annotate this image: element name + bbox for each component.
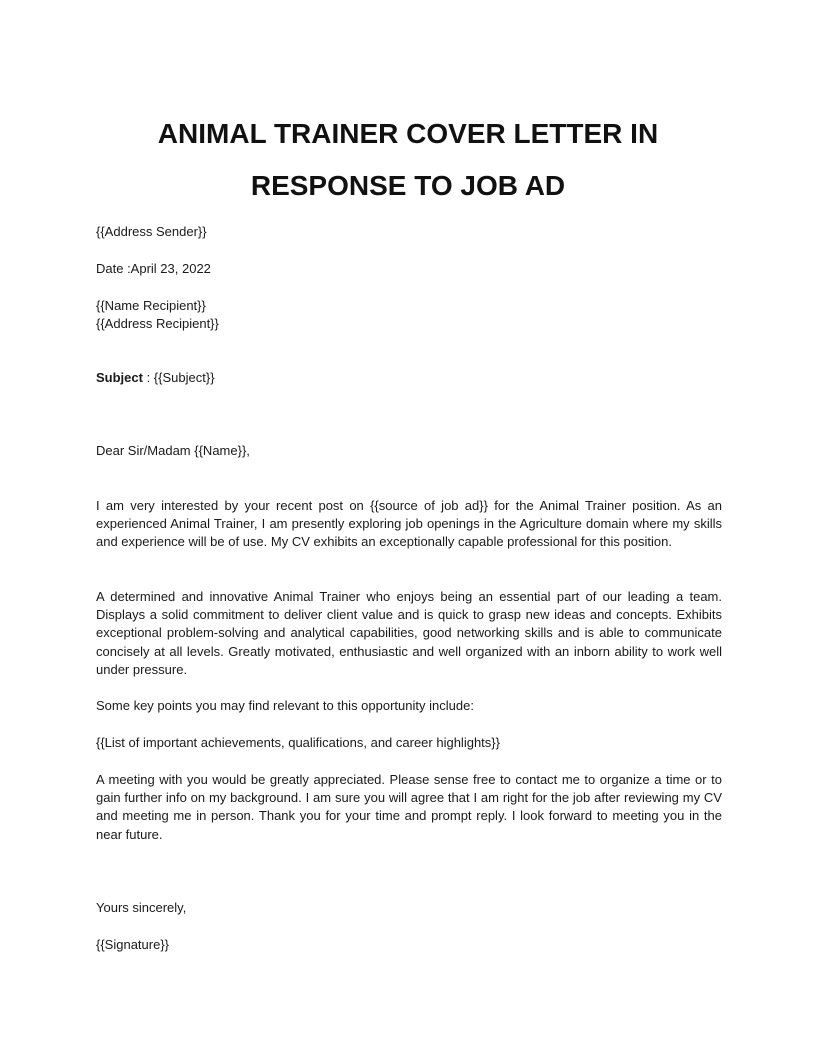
subject-label: Subject xyxy=(96,370,143,385)
title-line-1: ANIMAL TRAINER COVER LETTER IN xyxy=(157,118,659,149)
key-points-intro: Some key points you may find relevant to this opportunity include: xyxy=(96,698,474,713)
signature: {{Signature}} xyxy=(96,937,170,952)
title-line-2: RESPONSE TO JOB AD xyxy=(250,170,566,201)
document-title xyxy=(96,108,720,212)
recipient-address: {{Address Recipient}} xyxy=(96,316,219,331)
achievements-placeholder: {{List of important achievements, qualifications, and career highlights}} xyxy=(96,735,500,750)
recipient-name: {{Name Recipient}} xyxy=(96,298,206,313)
paragraph-profile: A determined and innovative Animal Trainer who enjoys being an essential part of our leading a team. Displays a solid commitment to deliver client value and is quick to grasp new ideas and concepts. Exhibits exceptional problem-solving and analytical capabilities, good networking skills and is able to communicate concisely at all levels. Greatly motivated, enthusiastic and well organized with an inborn ability to work well under pressure. xyxy=(96,589,722,677)
paragraph-meeting: A meeting with you would be greatly appreciated. Please sense free to contact me to organize a time or to gain further info on my background. I am sure you will agree that I am right for the job after reviewing my CV and meeting me in person. Thank you for your time and prompt reply. I look forward to meeting you in the near future. xyxy=(96,772,722,842)
letter-date: Date :April 23, 2022 xyxy=(96,261,211,276)
salutation: Dear Sir/Madam {{Name}}, xyxy=(96,443,250,458)
sender-address: {{Address Sender}} xyxy=(96,224,207,239)
paragraph-interest: I am very interested by your recent post on {{source of job ad}} for the Animal Trainer position. As an experienced Animal Trainer, I am presently exploring job openings in the Agriculture domain where my skills and experience will be of use. My CV exhibits an exceptionally capable professional for this position. xyxy=(96,498,722,550)
subject-line xyxy=(96,369,722,387)
closing: Yours sincerely, xyxy=(96,900,187,915)
subject-value: : {{Subject}} xyxy=(142,370,215,385)
